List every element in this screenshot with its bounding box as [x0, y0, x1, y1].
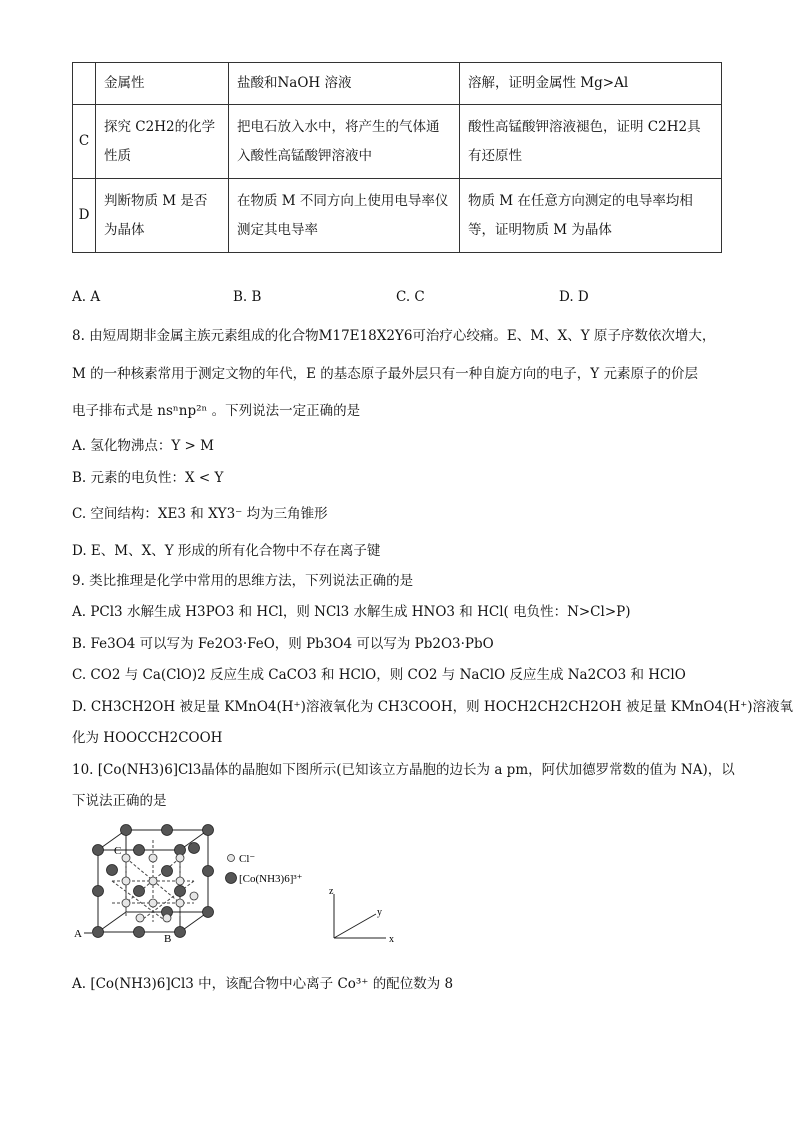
legend-co-label: [Co(NH3)6]³⁺ — [239, 873, 303, 885]
row-label: D — [73, 179, 96, 253]
table-row — [73, 63, 722, 105]
legend-cl-swatch — [228, 855, 235, 862]
legend-co-swatch — [226, 873, 237, 884]
table-cell: 在物质 M 不同方向上使用电导率仪测定其电导率 — [229, 179, 460, 253]
q9-option-a: A. PCl3 水解生成 H3PO3 和 HCl，则 NCl3 水解生成 HNO3 和 HCl( 电负性：N>Cl>P) — [72, 604, 631, 620]
q8-stem-line2: M 的一种核素常用于测定文物的年代，E 的基态原子最外层只有一种自旋方向的电子，Y 元素原子的价层 — [72, 366, 698, 382]
q8-stem-line3: 电子排布式是 nsⁿnp²ⁿ 。下列说法一定正确的是 — [72, 403, 361, 419]
q8-option-a: A. 氢化物沸点：Y > M — [72, 438, 214, 454]
table-cell: 判断物质 M 是否为晶体 — [96, 179, 229, 253]
table-cell: 把电石放入水中，将产生的气体通入酸性高锰酸钾溶液中 — [229, 105, 460, 179]
q8-option-b: B. 元素的电负性：X < Y — [72, 470, 224, 486]
q8-option-c: C. 空间结构：XE3 和 XY3⁻ 均为三角锥形 — [72, 506, 328, 522]
crystal-cell-figure — [70, 818, 430, 953]
table-row — [73, 105, 722, 179]
row-label: C — [73, 105, 96, 179]
table-cell: 盐酸和NaOH 溶液 — [229, 63, 460, 105]
option-a: A. A — [72, 289, 101, 305]
axis-y-label: y — [377, 907, 382, 918]
label-c: C — [114, 845, 122, 857]
q10-stem-line1: 10. [Co(NH3)6]Cl3晶体的晶胞如下图所示(已知该立方晶胞的边长为 a pm，阿伏加德罗常数的值为 NA)，以 — [72, 762, 735, 778]
axis-x-label: x — [389, 934, 394, 945]
q10-option-a: A. [Co(NH3)6]Cl3 中，该配合物中心离子 Co³⁺ 的配位数为 8 — [72, 976, 454, 992]
option-d: D. D — [559, 289, 589, 305]
q9-option-b: B. Fe3O4 可以写为 Fe2O3·FeO，则 Pb3O4 可以写为 Pb2O3·PbO — [72, 636, 494, 652]
table-cell: 探究 C2H2的化学性质 — [96, 105, 229, 179]
table-row — [73, 179, 722, 253]
option-c: C. C — [396, 289, 425, 305]
axis-z-label: z — [329, 886, 334, 897]
q9-option-c: C. CO2 与 Ca(ClO)2 反应生成 CaCO3 和 HClO，则 CO2 与 NaClO 反应生成 Na2CO3 和 HClO — [72, 667, 686, 683]
label-b: B — [164, 933, 172, 945]
table-cell: 金属性 — [96, 63, 229, 105]
q9-stem: 9. 类比推理是化学中常用的思维方法，下列说法正确的是 — [72, 573, 414, 589]
table-cell: 酸性高锰酸钾溶液褪色，证明 C2H2具有还原性 — [460, 105, 722, 179]
row-label — [73, 63, 96, 105]
q10-stem-line2: 下说法正确的是 — [72, 793, 167, 809]
option-b: B. B — [233, 289, 262, 305]
table-cell: 物质 M 在任意方向测定的电导率均相等，证明物质 M 为晶体 — [460, 179, 722, 253]
label-a: A — [74, 928, 82, 940]
legend-cl-label: Cl⁻ — [239, 853, 256, 865]
q7-table — [72, 62, 722, 253]
q9-option-d-line2: 化为 HOOCCH2COOH — [72, 730, 223, 746]
q8-option-d: D. E、M、X、Y 形成的所有化合物中不存在离子键 — [72, 543, 381, 559]
q9-option-d-line1: D. CH3CH2OH 被足量 KMnO4(H⁺)溶液氧化为 CH3COOH，则 HOCH2CH2CH2OH 被足量 KMnO4(H⁺)溶液氧 — [72, 699, 793, 715]
q8-stem-line1: 8. 由短周期非金属主族元素组成的化合物M17E18X2Y6可治疗心绞痛。E、M、X、Y 原子序数依次增大， — [72, 328, 716, 344]
table-cell: 溶解，证明金属性 Mg>Al — [460, 63, 722, 105]
